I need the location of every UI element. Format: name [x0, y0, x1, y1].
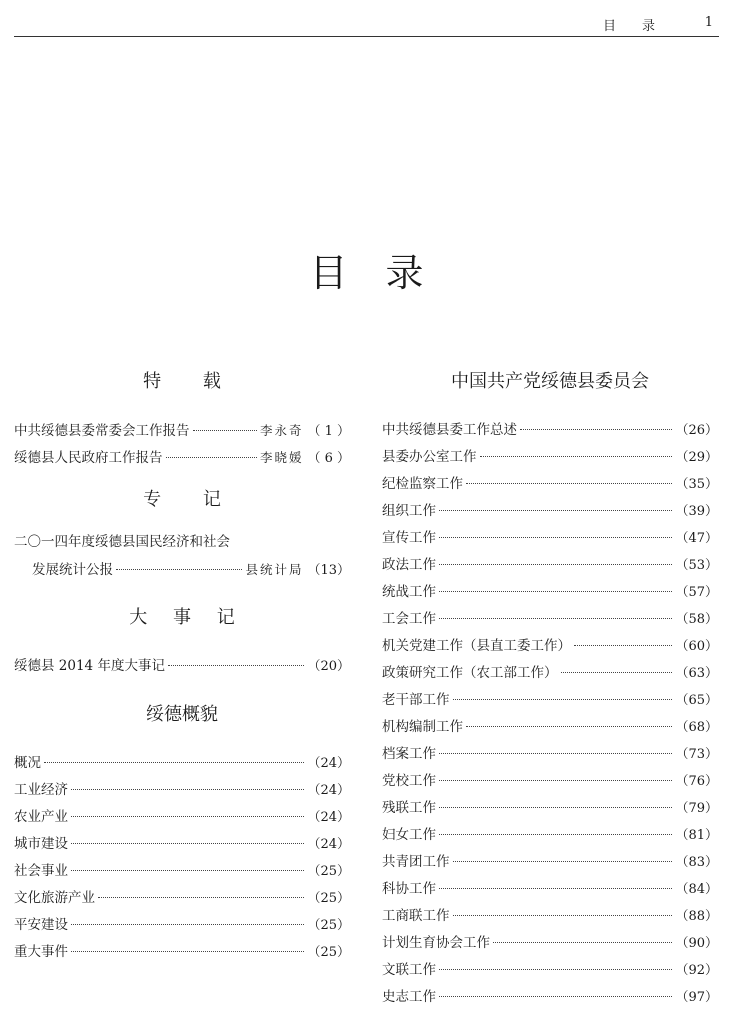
dot-leader	[453, 698, 673, 700]
entry-page: （24）	[307, 756, 350, 771]
dot-leader	[71, 869, 304, 871]
entry-title: 工商联工作	[382, 908, 450, 924]
entry-page: （63）	[675, 666, 718, 681]
toc-entry[interactable]	[382, 579, 718, 606]
entry-page: （84）	[675, 882, 718, 897]
entry-title: 史志工作	[382, 989, 436, 1005]
entry-page: （26）	[675, 423, 718, 438]
dot-leader	[439, 806, 672, 808]
toc-entry[interactable]	[382, 714, 718, 741]
entry-title: 文联工作	[382, 962, 436, 978]
toc-right-column	[382, 365, 718, 1011]
toc-entry[interactable]	[382, 606, 718, 633]
dot-leader	[116, 568, 242, 570]
entry-title: 政策研究工作（农工部工作）	[382, 665, 558, 681]
entry-page: （92）	[675, 963, 718, 978]
toc-entry[interactable]	[382, 633, 718, 660]
entry-page: （60）	[675, 639, 718, 654]
entry-page: （24）	[307, 810, 350, 825]
dot-leader	[439, 752, 672, 754]
entry-page: （73）	[675, 747, 718, 762]
dot-leader	[453, 914, 673, 916]
entry-title: 共青团工作	[382, 854, 450, 870]
entry-title: 中共绥德县委常委会工作报告	[14, 423, 190, 439]
entry-page: （25）	[307, 864, 350, 879]
toc-entry[interactable]	[382, 822, 718, 849]
dot-leader	[439, 509, 672, 511]
toc-entry[interactable]	[382, 930, 718, 957]
toc-entry[interactable]	[14, 417, 350, 444]
entry-title: 宣传工作	[382, 530, 436, 546]
toc-entry[interactable]	[382, 957, 718, 984]
entry-title: 政法工作	[382, 557, 436, 573]
running-head-label: 目录	[602, 19, 681, 34]
toc-entry[interactable]	[382, 849, 718, 876]
dot-leader	[480, 455, 673, 457]
toc-entry[interactable]	[14, 556, 350, 583]
toc-entry[interactable]	[382, 525, 718, 552]
toc-entry[interactable]	[382, 795, 718, 822]
toc-entry[interactable]	[14, 858, 350, 885]
dot-leader	[439, 617, 672, 619]
entry-page: （25）	[307, 891, 350, 906]
toc-entry[interactable]	[14, 885, 350, 912]
entry-title: 老干部工作	[382, 692, 450, 708]
toc-entry[interactable]	[14, 750, 350, 777]
entry-title: 发展统计公报	[32, 562, 113, 578]
dot-leader	[439, 833, 672, 835]
entry-title: 计划生育协会工作	[382, 935, 490, 951]
entry-page: （83）	[675, 855, 718, 870]
running-head-page-number: 1	[704, 15, 713, 30]
entry-page: （53）	[675, 558, 718, 573]
toc-left-column	[14, 365, 350, 966]
entry-page: （20）	[307, 659, 350, 674]
entry-page: （35）	[675, 477, 718, 492]
dot-leader	[520, 428, 672, 430]
entry-page: （ 1 ）	[307, 424, 350, 439]
entry-title: 县委办公室工作	[382, 449, 477, 465]
toc-entry[interactable]	[14, 444, 350, 471]
entry-title: 党校工作	[382, 773, 436, 789]
entry-author: 李晓媛	[259, 450, 304, 465]
entry-title: 平安建设	[14, 917, 68, 933]
right-entry-list	[382, 417, 718, 1011]
entry-page: （24）	[307, 837, 350, 852]
entry-title: 农业产业	[14, 809, 68, 825]
entry-title: 绥德县 2014 年度大事记	[14, 658, 165, 674]
entry-title: 残联工作	[382, 800, 436, 816]
dot-leader	[561, 671, 673, 673]
entry-page: （76）	[675, 774, 718, 789]
entry-title: 重大事件	[14, 944, 68, 960]
entry-author: 县统计局	[245, 562, 304, 577]
dot-leader	[493, 941, 672, 943]
entry-page: （68）	[675, 720, 718, 735]
toc-entry[interactable]	[382, 660, 718, 687]
dot-leader	[44, 761, 304, 763]
dot-leader	[193, 429, 257, 431]
entry-page: （88）	[675, 909, 718, 924]
entry-page: （39）	[675, 504, 718, 519]
document-title: 目录	[309, 251, 462, 295]
toc-entry[interactable]	[382, 903, 718, 930]
entry-page: （ 6 ）	[307, 451, 350, 466]
toc-entry[interactable]	[14, 939, 350, 966]
dot-leader	[453, 860, 673, 862]
section-heading-chronicle: 大 事 记	[129, 607, 245, 628]
entry-title: 绥德县人民政府工作报告	[14, 450, 163, 466]
toc-entry[interactable]	[14, 912, 350, 939]
dot-leader	[71, 788, 304, 790]
entry-title: 统战工作	[382, 584, 436, 600]
toc-entry[interactable]	[14, 653, 350, 680]
dot-leader	[71, 923, 304, 925]
dot-leader	[439, 563, 672, 565]
entry-page: （29）	[675, 450, 718, 465]
entry-title: 档案工作	[382, 746, 436, 762]
entry-title: 概况	[14, 755, 41, 771]
toc-entry[interactable]	[382, 498, 718, 525]
dot-leader	[71, 815, 304, 817]
toc-entry[interactable]	[14, 804, 350, 831]
entry-page: （13）	[307, 563, 350, 578]
entry-title: 文化旅游产业	[14, 890, 95, 906]
entry-title: 社会事业	[14, 863, 68, 879]
entry-page: （25）	[307, 945, 350, 960]
entry-title: 工业经济	[14, 782, 68, 798]
entry-page: （97）	[675, 990, 718, 1005]
dot-leader	[71, 950, 304, 952]
section-heading-special: 特 载	[143, 371, 239, 392]
entry-title: 工会工作	[382, 611, 436, 627]
entry-page: （79）	[675, 801, 718, 816]
toc-entry[interactable]	[382, 417, 718, 444]
toc-entry[interactable]	[14, 831, 350, 858]
toc-entry[interactable]	[14, 777, 350, 804]
entry-title: 科协工作	[382, 881, 436, 897]
entry-title: 城市建设	[14, 836, 68, 852]
dot-leader	[439, 779, 672, 781]
entry-author: 李永奇	[259, 423, 304, 438]
section-heading-overview: 绥德概貌	[146, 704, 218, 725]
entry-title: 组织工作	[382, 503, 436, 519]
toc-entry[interactable]	[382, 552, 718, 579]
running-head	[14, 10, 719, 37]
entry-page: （90）	[675, 936, 718, 951]
dot-leader	[439, 590, 672, 592]
dot-leader	[166, 456, 257, 458]
entry-title: 纪检监察工作	[382, 476, 463, 492]
entry-page: （57）	[675, 585, 718, 600]
dot-leader	[466, 482, 672, 484]
dot-leader	[71, 842, 304, 844]
entry-title: 机关党建工作（县直工委工作）	[382, 638, 571, 654]
dot-leader	[439, 968, 672, 970]
dot-leader	[439, 536, 672, 538]
toc-entry[interactable]	[382, 444, 718, 471]
section-heading-feature: 专 记	[143, 489, 239, 510]
toc-entry[interactable]	[382, 471, 718, 498]
toc-entry[interactable]	[382, 876, 718, 903]
dot-leader	[574, 644, 672, 646]
entry-page: （58）	[675, 612, 718, 627]
dot-leader	[168, 664, 305, 666]
section-heading-party-committee: 中国共产党绥德县委员会	[451, 371, 649, 392]
entry-title: 中共绥德县委工作总述	[382, 422, 517, 438]
toc-entry[interactable]	[382, 768, 718, 795]
dot-leader	[98, 896, 304, 898]
toc-entry[interactable]	[382, 687, 718, 714]
entry-title: 妇女工作	[382, 827, 436, 843]
entry-page: （24）	[307, 783, 350, 798]
dot-leader	[466, 725, 672, 727]
toc-entry[interactable]	[382, 984, 718, 1011]
entry-page: （81）	[675, 828, 718, 843]
entry-page: （25）	[307, 918, 350, 933]
entry-title: 机构编制工作	[382, 719, 463, 735]
dot-leader	[439, 995, 672, 997]
entry-page: （65）	[675, 693, 718, 708]
entry-page: （47）	[675, 531, 718, 546]
toc-entry[interactable]	[382, 741, 718, 768]
dot-leader	[439, 887, 672, 889]
entry-title-line1: 二〇一四年度绥德县国民经济和社会	[14, 534, 230, 550]
